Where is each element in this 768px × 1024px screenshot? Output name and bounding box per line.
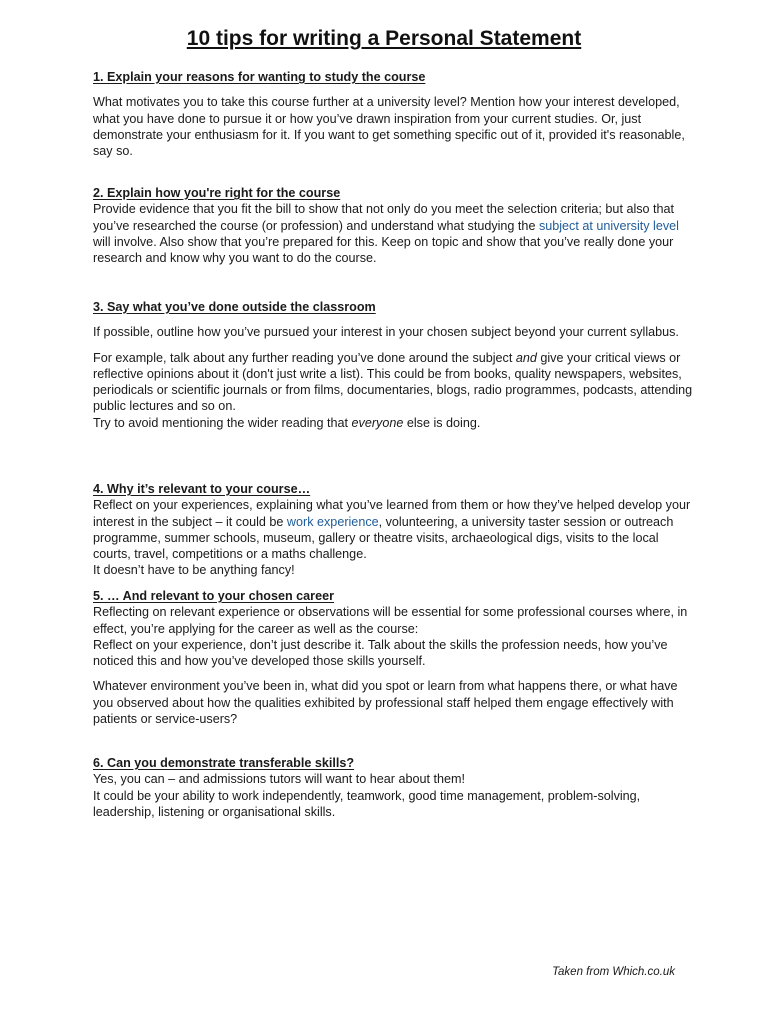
tip-4-text: Reflect on your experiences, explaining what you’ve learned from them or how they’ve helped develop your interest in the subject – it could be [93, 498, 691, 529]
work-experience-link[interactable]: work experience [286, 514, 379, 529]
tip-3-para-3-text-cont: else is doing. [403, 415, 481, 430]
tip-3-para-3 [93, 415, 693, 431]
tip-3-para-3-text: Try to avoid mentioning the wider reading that [93, 415, 352, 430]
tip-1-body: What motivates you to take this course further at a university level? Mention how your interest developed, what you have done to pursue it or how you’ve drawn inspiration from your current studies. Or, just demonstrate your enthusiasm for it. If you want to get something specific out of it, provided it's reasonable, say so. [93, 95, 685, 159]
tip-6-line-1: Yes, you can – and admissions tutors will want to hear about them! [93, 772, 465, 787]
tip-3-para-1: If possible, outline how you’ve pursued your interest in your chosen subject beyond your current syllabus. [93, 325, 679, 340]
tip-6-heading: 6. Can you demonstrate transferable skills? [93, 756, 355, 770]
tip-3-heading: 3. Say what you’ve done outside the classroom [93, 300, 376, 314]
tip-2-text: Provide evidence that you fit the bill to show that not only do you meet the selection criteria; but also that you’ve researched the course (or profession) and understand what studying the [93, 202, 675, 233]
source-footer: Taken from Which.co.uk [552, 966, 675, 978]
tip-1-heading: 1. Explain your reasons for wanting to study the course [93, 70, 426, 84]
tip-4 [93, 481, 693, 579]
tip-4-text-cont: , volunteering, a university taster session or outreach programme, summer schools, museum, gallery or theatre visits, archaeological digs, visits to the local courts, travel, competitions or a maths challenge. [93, 514, 674, 562]
tip-3-para-2-text: For example, talk about any further reading you’ve done around the subject [93, 350, 516, 365]
tip-3 [93, 299, 693, 431]
tip-3-emphasis-everyone: everyone [351, 415, 404, 430]
tip-5-para-1: Reflecting on relevant experience or observations will be essential for some professional courses where, in effect, you’re applying for the career as well as the course: [93, 605, 688, 636]
tip-2-heading: 2. Explain how you're right for the course [93, 186, 341, 200]
tip-5-heading: 5. … And relevant to your chosen career [93, 589, 334, 603]
tip-5-para-2: Reflect on your experience, don’t just describe it. Talk about the skills the profession needs, how you’ve noticed this and how you’ve developed those skills yourself. [93, 637, 668, 669]
tip-3-para-2-text-cont: give your critical views or reflective opinions about it (don't just write a list). This could be from books, quality newspapers, websites, periodicals or scientific journals or from films, documentaries, blogs, radio programmes, podcasts, attending public lectures and so on. [93, 350, 693, 414]
tip-1 [93, 69, 693, 159]
document-title: 10 tips for writing a Personal Statement [186, 27, 582, 50]
tip-4-heading: 4. Why it’s relevant to your course… [93, 482, 311, 496]
tip-6-line-2: It could be your ability to work independently, teamwork, good time management, problem-solving, leadership, listening or organisational skills. [93, 788, 641, 819]
tip-2-text-cont: will involve. Also show that you’re prepared for this. Keep on topic and show that you’ve really done your research and know why you want to do the course. [93, 234, 674, 266]
tip-5-para-3: Whatever environment you’ve been in, what did you spot or learn from what happens there, or what have you observed about how the qualities exhibited by professional staff helped them engage effectively with patients or service-users? [93, 679, 678, 727]
tip-4-body [93, 497, 693, 562]
tip-5 [93, 588, 693, 727]
tip-2 [93, 185, 693, 266]
tip-3-emphasis-and: and [515, 350, 537, 365]
subject-at-university-level-link[interactable]: subject at university level [538, 218, 679, 233]
tip-6 [93, 755, 693, 820]
tip-4-line-2: It doesn’t have to be anything fancy! [93, 563, 295, 578]
tip-2-body [93, 201, 693, 266]
tip-3-para-2 [93, 350, 693, 415]
